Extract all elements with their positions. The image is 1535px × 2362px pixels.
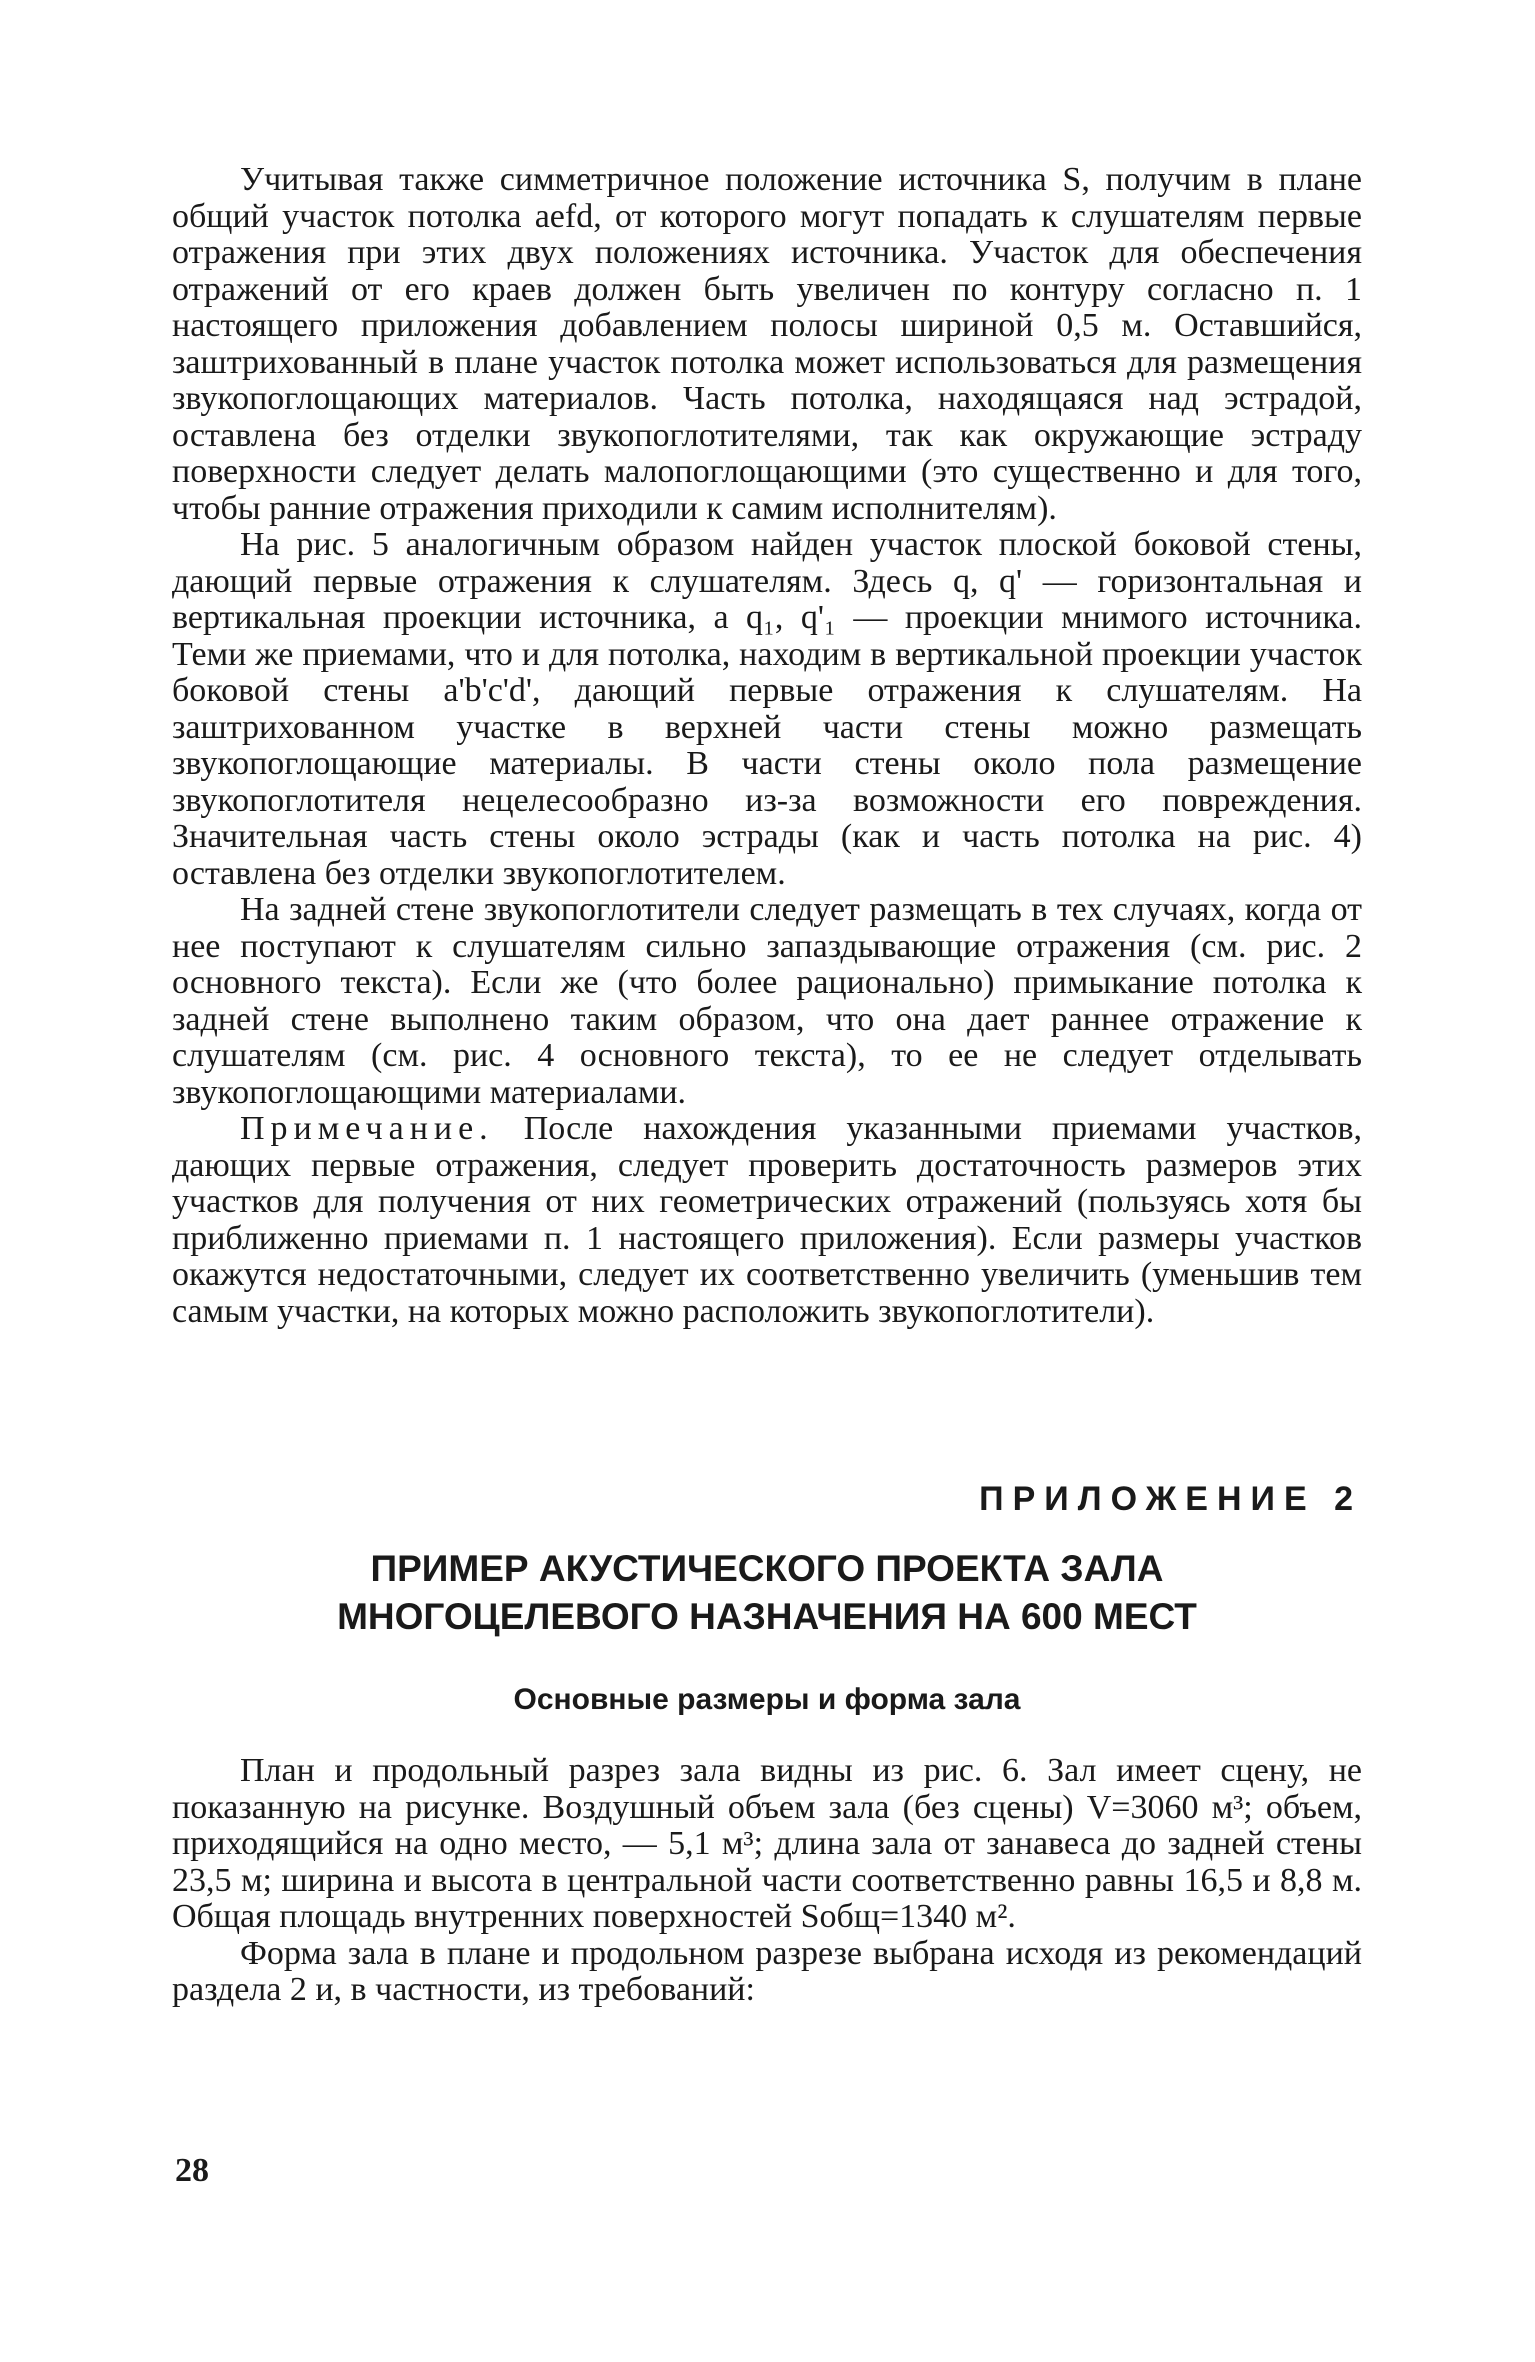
appendix-title-line-1: ПРИМЕР АКУСТИЧЕСКОГО ПРОЕКТА ЗАЛА <box>370 1548 1164 1589</box>
appendix-paragraph-2: Форма зала в плане и продольном разрезе выбрана исходя из рекомендаций раздела 2 и, в частности, из требований: <box>172 1934 1362 2008</box>
appendix-label: ПРИЛОЖЕНИЕ 2 <box>979 1480 1362 1518</box>
body-paragraph-1: Учитывая также симметричное положение источника S, получим в плане общий участок потолка aefd, от которого могут попадать к слушателям первые отражения при этих двух положениях источника. Участок для обеспечения отражений от его краев должен быть увеличен по контуру согласно п. 1 настоящего приложения добавлением полосы шириной 0,5 м. Оставшийся, заштрихованный в плане участок потолка может использоваться для размещения звукопоглощающих материалов. Часть потолка, находящаяся над эстрадой, оставлена без отделки звукопоглотителями, так как окружающие эстраду поверхности следует делать малопоглощающими (это существенно и для того, чтобы ранние отражения приходили к самим исполнителям). <box>172 161 1362 527</box>
section-subtitle: Основные размеры и форма зала <box>513 1683 1021 1716</box>
appendix-paragraph-1: План и продольный разрез зала видны из рис. 6. Зал имеет сцену, не показанную на рисунке. Воздушный объем зала (без сцены) V=3060 м³; объем, приходящийся на одно место, — 5,1 м³; длина зала от занавеса до задней стены 23,5 м; ширина и высота в центральной части соответственно равны 16,5 и 8,8 м. Общая площадь внутренних поверхностей Sобщ=1340 м². <box>172 1752 1362 1935</box>
body-paragraph-3: На задней стене звукопоглотители следует размещать в тех случаях, когда от нее поступают к слушателям сильно запаздывающие отражения (см. рис. 2 основного текста). Если же (что более рационально) примыкание потолка к задней стене выполнено таким образом, что она дает раннее отражение к слушателям (см. рис. 4 основного текста), то ее не следует отделывать звукопоглощающими материалами. <box>172 891 1362 1111</box>
page-body <box>172 162 1362 2009</box>
page-number: 28 <box>175 2152 209 2189</box>
note-text: После нахождения указанными приемами участков, дающих первые отражения, следует проверить достаточность размеров этих участков для получения от них геометрических отражений (пользуясь хотя бы приближенно приемами п. 1 настоящего приложения). Если размеры участков окажутся недостаточными, следует их соответственно увеличить (уменьшив тем самым участки, на которых можно расположить звукопоглотители). <box>172 1110 1362 1330</box>
note-label: Примечание. <box>240 1110 494 1147</box>
appendix-title <box>172 1545 1362 1641</box>
note-paragraph <box>172 1111 1362 1330</box>
body-paragraph-2: На рис. 5 аналогичным образом найден участок плоской боковой стены, дающий первые отражения к слушателям. Здесь q, q' — горизонтальная и вертикальная проекции источника, а q₁, q'₁ — проекции мнимого источника. Теми же приемами, что и для потолка, находим в вертикальной проекции участок боковой стены a'b'c'd', дающий первые отражения к слушателям. На заштрихованном участке в верхней части стены можно размещать звукопоглощающие материалы. В части стены около пола размещение звукопоглотителя нецелесообразно из-за возможности его повреждения. Значительная часть стены около эстрады (как и часть потолка на рис. 4) оставлена без отделки звукопоглотителем. <box>172 526 1362 892</box>
appendix-title-line-2: МНОГОЦЕЛЕВОГО НАЗНАЧЕНИЯ НА 600 МЕСТ <box>337 1596 1197 1637</box>
